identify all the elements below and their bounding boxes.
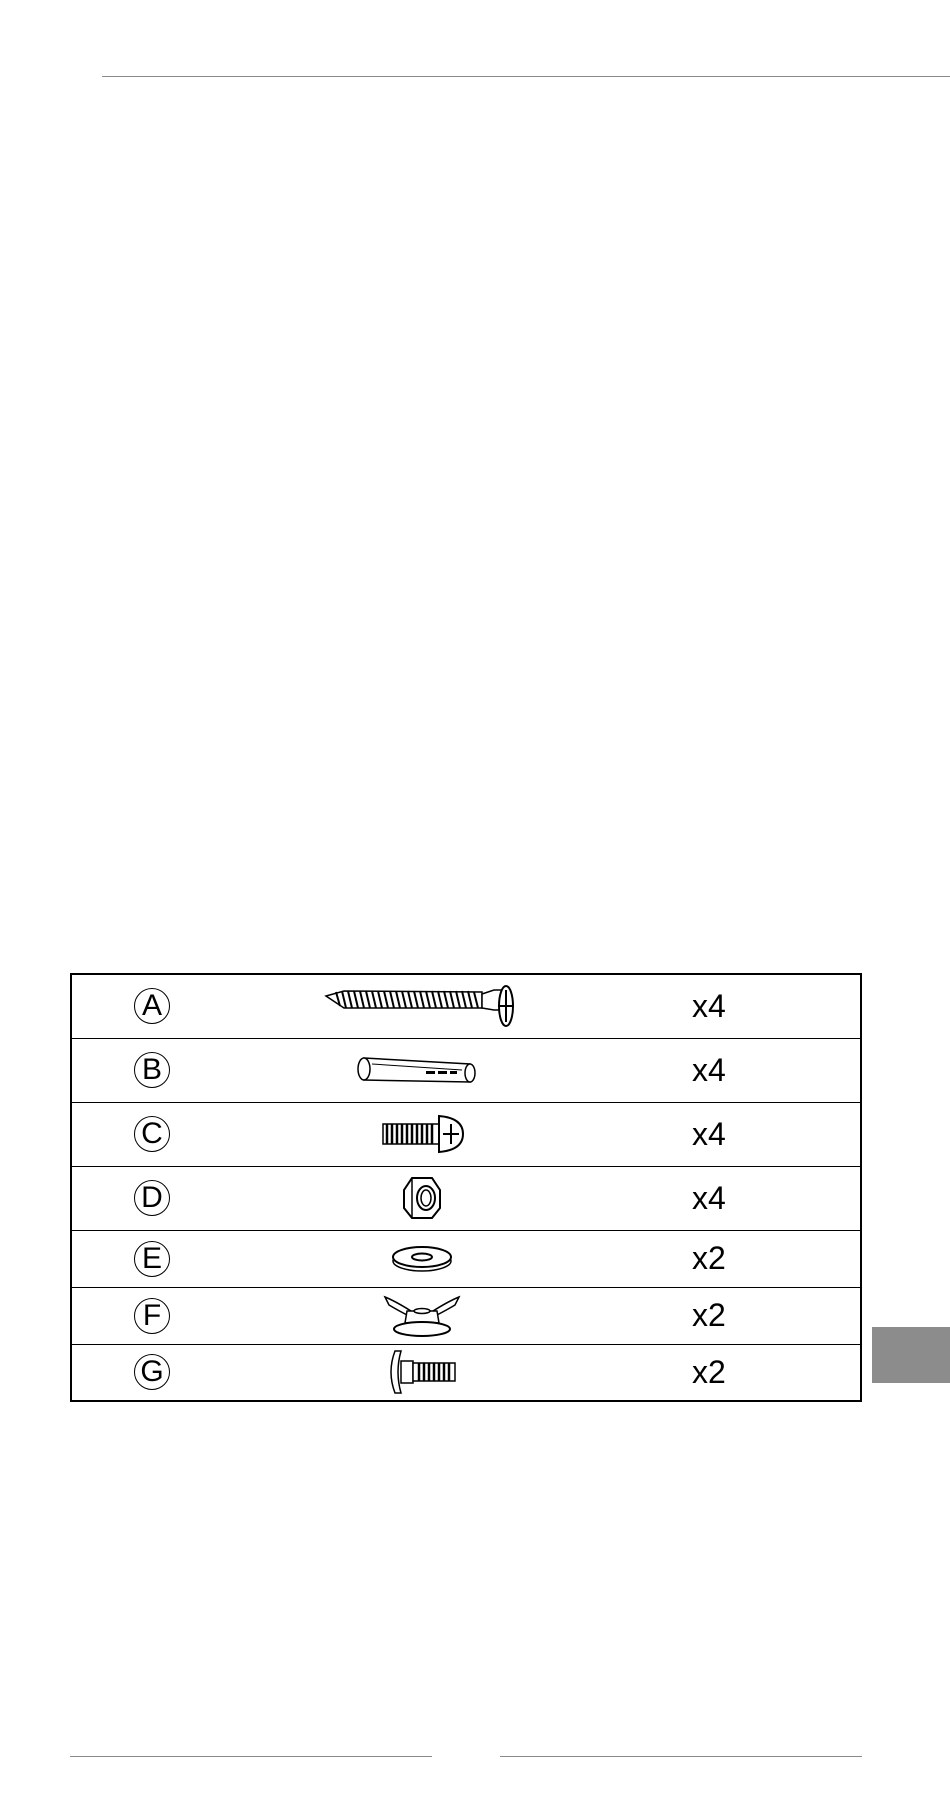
part-quantity: x4: [692, 987, 726, 1024]
part-quantity: x2: [692, 1353, 726, 1390]
wall-plug-icon: [352, 1050, 492, 1090]
footer-rule-right: [500, 1756, 862, 1757]
part-quantity: x4: [692, 1179, 726, 1216]
wing-nut-icon: [381, 1293, 463, 1339]
wood-screw-icon: [322, 982, 522, 1030]
machine-screw-icon: [379, 1110, 465, 1158]
section-tab: [872, 1327, 950, 1383]
part-letter: F: [134, 1298, 170, 1334]
table-row: [71, 1166, 861, 1230]
header-rule: [102, 76, 950, 77]
part-quantity: x2: [692, 1240, 726, 1276]
table-row: [71, 1344, 861, 1401]
part-quantity: x4: [692, 1051, 726, 1088]
part-quantity: x2: [692, 1297, 726, 1333]
carriage-bolt-icon: [385, 1347, 459, 1397]
table-row: [71, 1102, 861, 1166]
hardware-parts-table: [70, 973, 862, 1402]
part-letter: D: [134, 1180, 170, 1216]
footer-rule-left: [70, 1756, 432, 1757]
washer-icon: [390, 1244, 454, 1274]
part-letter: A: [134, 988, 170, 1024]
table-row: [71, 1287, 861, 1344]
table-row: [71, 1230, 861, 1287]
part-letter: C: [134, 1116, 170, 1152]
part-quantity: x4: [692, 1115, 726, 1152]
part-letter: G: [134, 1354, 170, 1390]
part-letter: B: [134, 1052, 170, 1088]
part-letter: E: [134, 1241, 170, 1277]
table-row: [71, 1038, 861, 1102]
table-row: [71, 974, 861, 1038]
hex-nut-icon: [402, 1174, 442, 1222]
